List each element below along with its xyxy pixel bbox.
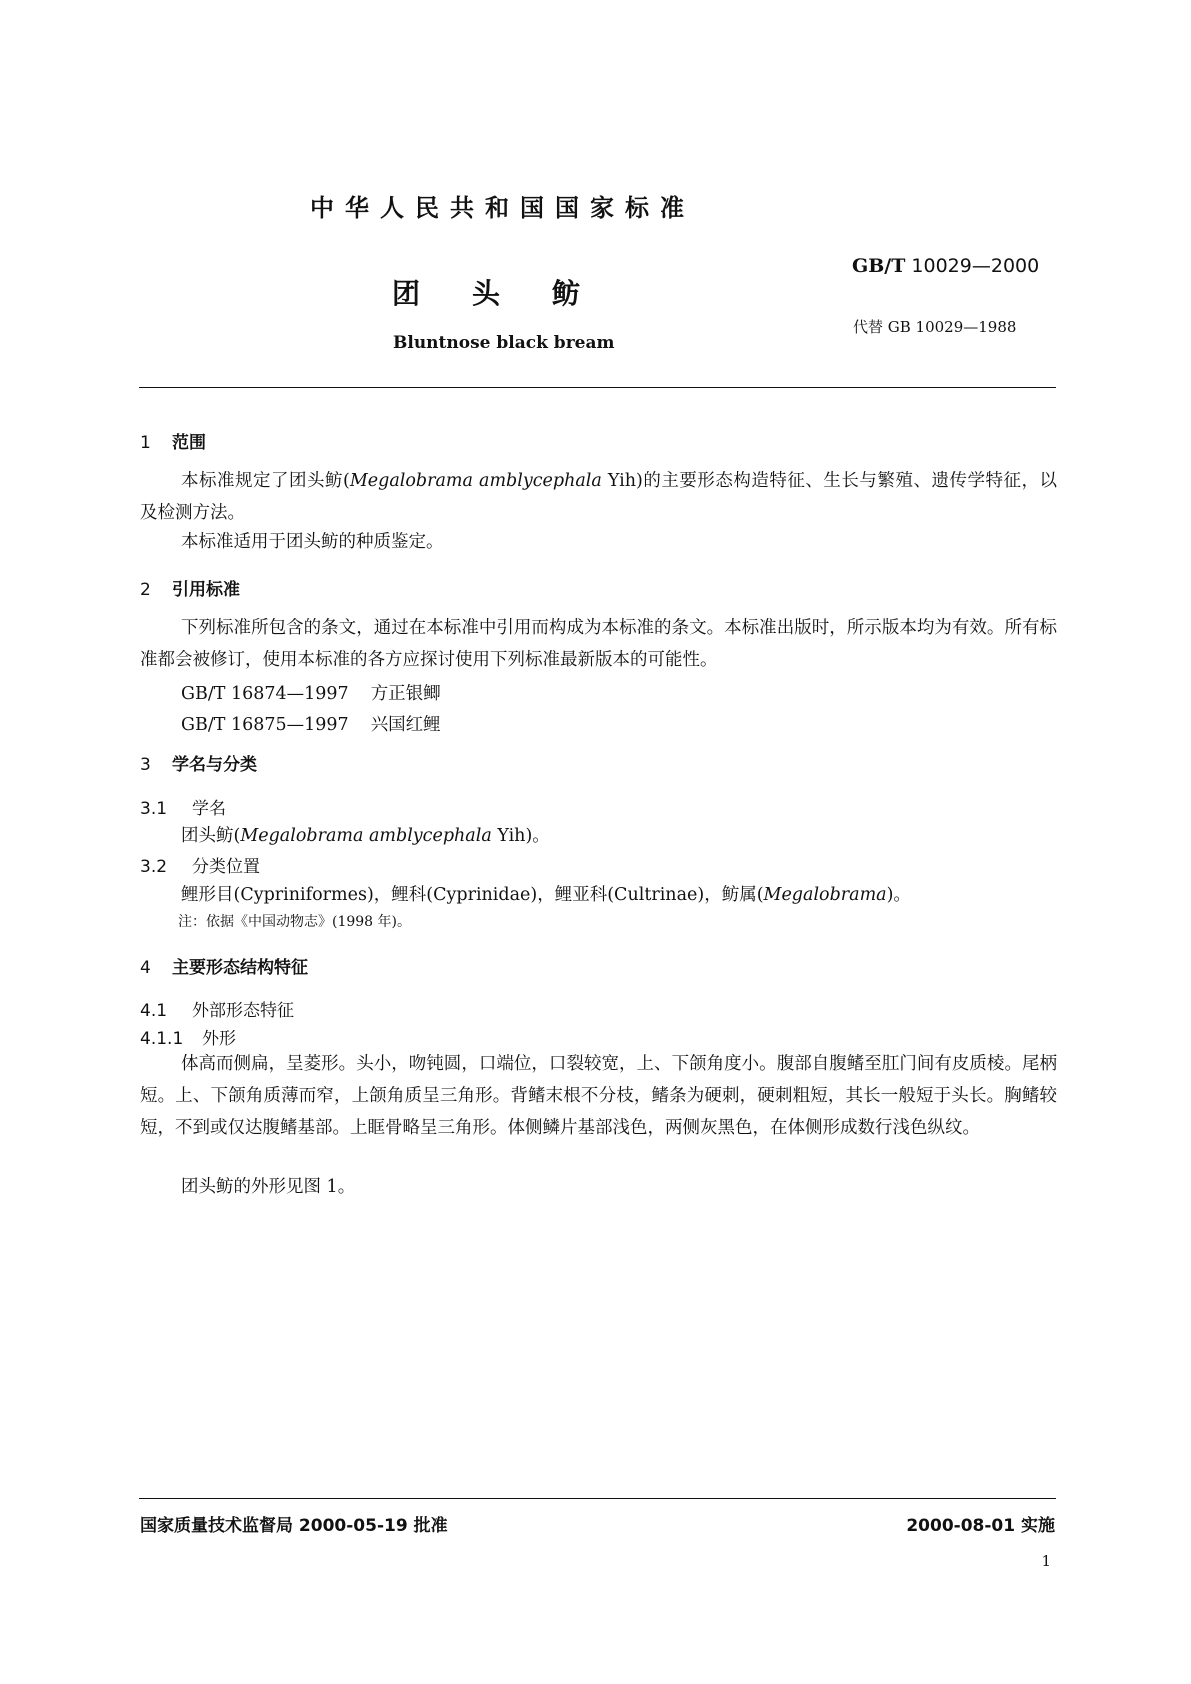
replaces-standard: 代替 GB 10029—1988 bbox=[853, 318, 1017, 336]
section-1-heading bbox=[140, 428, 206, 453]
subsection-number: 4.1 bbox=[140, 1001, 168, 1021]
section-2-heading bbox=[140, 575, 240, 600]
header-divider bbox=[139, 387, 1056, 388]
text-run: 鲤形目(Cypriniformes)，鲤科(Cyprinidae)，鲤亚科(Cultrinae)，鲂属( bbox=[181, 885, 764, 905]
text-run: 团头鲂( bbox=[181, 826, 241, 846]
section-number: 1 bbox=[140, 433, 151, 453]
subsection-title: 分类位置 bbox=[192, 857, 260, 877]
implementation-date: 2000-08-01 实施 bbox=[906, 1516, 1055, 1536]
standard-code-number: 10029—2000 bbox=[911, 255, 1040, 277]
subsection-3-1-heading bbox=[140, 794, 226, 819]
standard-title: 团头鲂 bbox=[392, 277, 633, 310]
reference-name: 兴国红鲤 bbox=[370, 715, 441, 735]
section-4-paragraph-2: 团头鲂的外形见图 1。 bbox=[181, 1177, 356, 1197]
reference-name: 方正银鲫 bbox=[370, 684, 441, 704]
section-2-paragraph-1: 下列标准所包含的条文，通过在本标准中引用而构成为本标准的条文。本标准出版时，所示版本均为有效。所有标准都会被修订，使用本标准的各方应探讨使用下列标准最新版本的可能性。 bbox=[140, 618, 1057, 670]
subsection-number: 4.1.1 bbox=[140, 1029, 184, 1049]
reference-item bbox=[181, 711, 441, 736]
section-1-paragraph-2: 本标准适用于团头鲂的种质鉴定。 bbox=[181, 532, 444, 552]
section-4-paragraph-1: 体高而侧扁，呈菱形。头小，吻钝圆，口端位，口裂较宽，上、下颌角度小。腹部自腹鳍至肛门间有皮质棱。尾柄短。上、下颌角质薄而窄，上颌角质呈三角形。背鳍末根不分枝，鳍条为硬刺，硬刺粗短，其长一般短于头长。胸鳍较短，不到或仅达腹鳍基部。上眶骨略呈三角形。体侧鳞片基部浅色，两侧灰黑色，在体侧形成数行浅色纵纹。 bbox=[140, 1054, 1057, 1138]
footer-divider bbox=[139, 1498, 1056, 1499]
text-run: Yih)。 bbox=[491, 826, 550, 846]
subsection-number: 3.2 bbox=[140, 857, 168, 877]
page-number: 1 bbox=[1041, 1552, 1051, 1570]
standard-title-english: Bluntnose black bream bbox=[393, 333, 615, 353]
standard-code-prefix: GB/T bbox=[852, 255, 906, 277]
text-run: 本标准规定了团头鲂( bbox=[181, 471, 350, 491]
approval-date: 国家质量技术监督局 2000-05-19 批准 bbox=[140, 1516, 448, 1536]
section-title: 主要形态结构特征 bbox=[172, 958, 308, 978]
reference-code: GB/T 16874—1997 bbox=[181, 684, 349, 704]
latin-name: Megalobrama bbox=[763, 885, 887, 905]
latin-name: Megalobrama amblycephala bbox=[240, 826, 492, 846]
section-number: 2 bbox=[140, 580, 151, 600]
classification-line bbox=[181, 881, 911, 906]
section-title: 范围 bbox=[172, 433, 206, 453]
subsection-4-1-heading bbox=[140, 996, 294, 1021]
section-number: 4 bbox=[140, 958, 151, 978]
subsection-title: 外部形态特征 bbox=[192, 1001, 294, 1021]
subsection-4-1-1-heading bbox=[140, 1024, 236, 1049]
section-4-heading bbox=[140, 953, 308, 978]
subsection-title: 外形 bbox=[202, 1029, 236, 1049]
latin-name: Megalobrama amblycephala bbox=[349, 471, 602, 491]
reference-code: GB/T 16875—1997 bbox=[181, 715, 349, 735]
note: 注：依据《中国动物志》(1998 年)。 bbox=[178, 914, 412, 930]
subsection-title: 学名 bbox=[192, 799, 226, 819]
section-3-heading bbox=[140, 750, 257, 775]
subsection-number: 3.1 bbox=[140, 799, 168, 819]
subsection-3-2-heading bbox=[140, 852, 260, 877]
text-run: Yih)的主要形态构造特征、生长与繁殖、遗传学特征，以及检测方法。 bbox=[140, 471, 1057, 523]
national-standard-title: 中华人民共和国国家标准 bbox=[310, 194, 695, 222]
section-title: 学名与分类 bbox=[172, 755, 257, 775]
section-1-paragraph-1 bbox=[140, 465, 1057, 529]
text-run: )。 bbox=[886, 885, 911, 905]
section-number: 3 bbox=[140, 755, 151, 775]
section-title: 引用标准 bbox=[172, 580, 240, 600]
standard-code bbox=[852, 255, 1039, 277]
scientific-name-line bbox=[181, 822, 550, 847]
reference-item bbox=[181, 680, 441, 705]
